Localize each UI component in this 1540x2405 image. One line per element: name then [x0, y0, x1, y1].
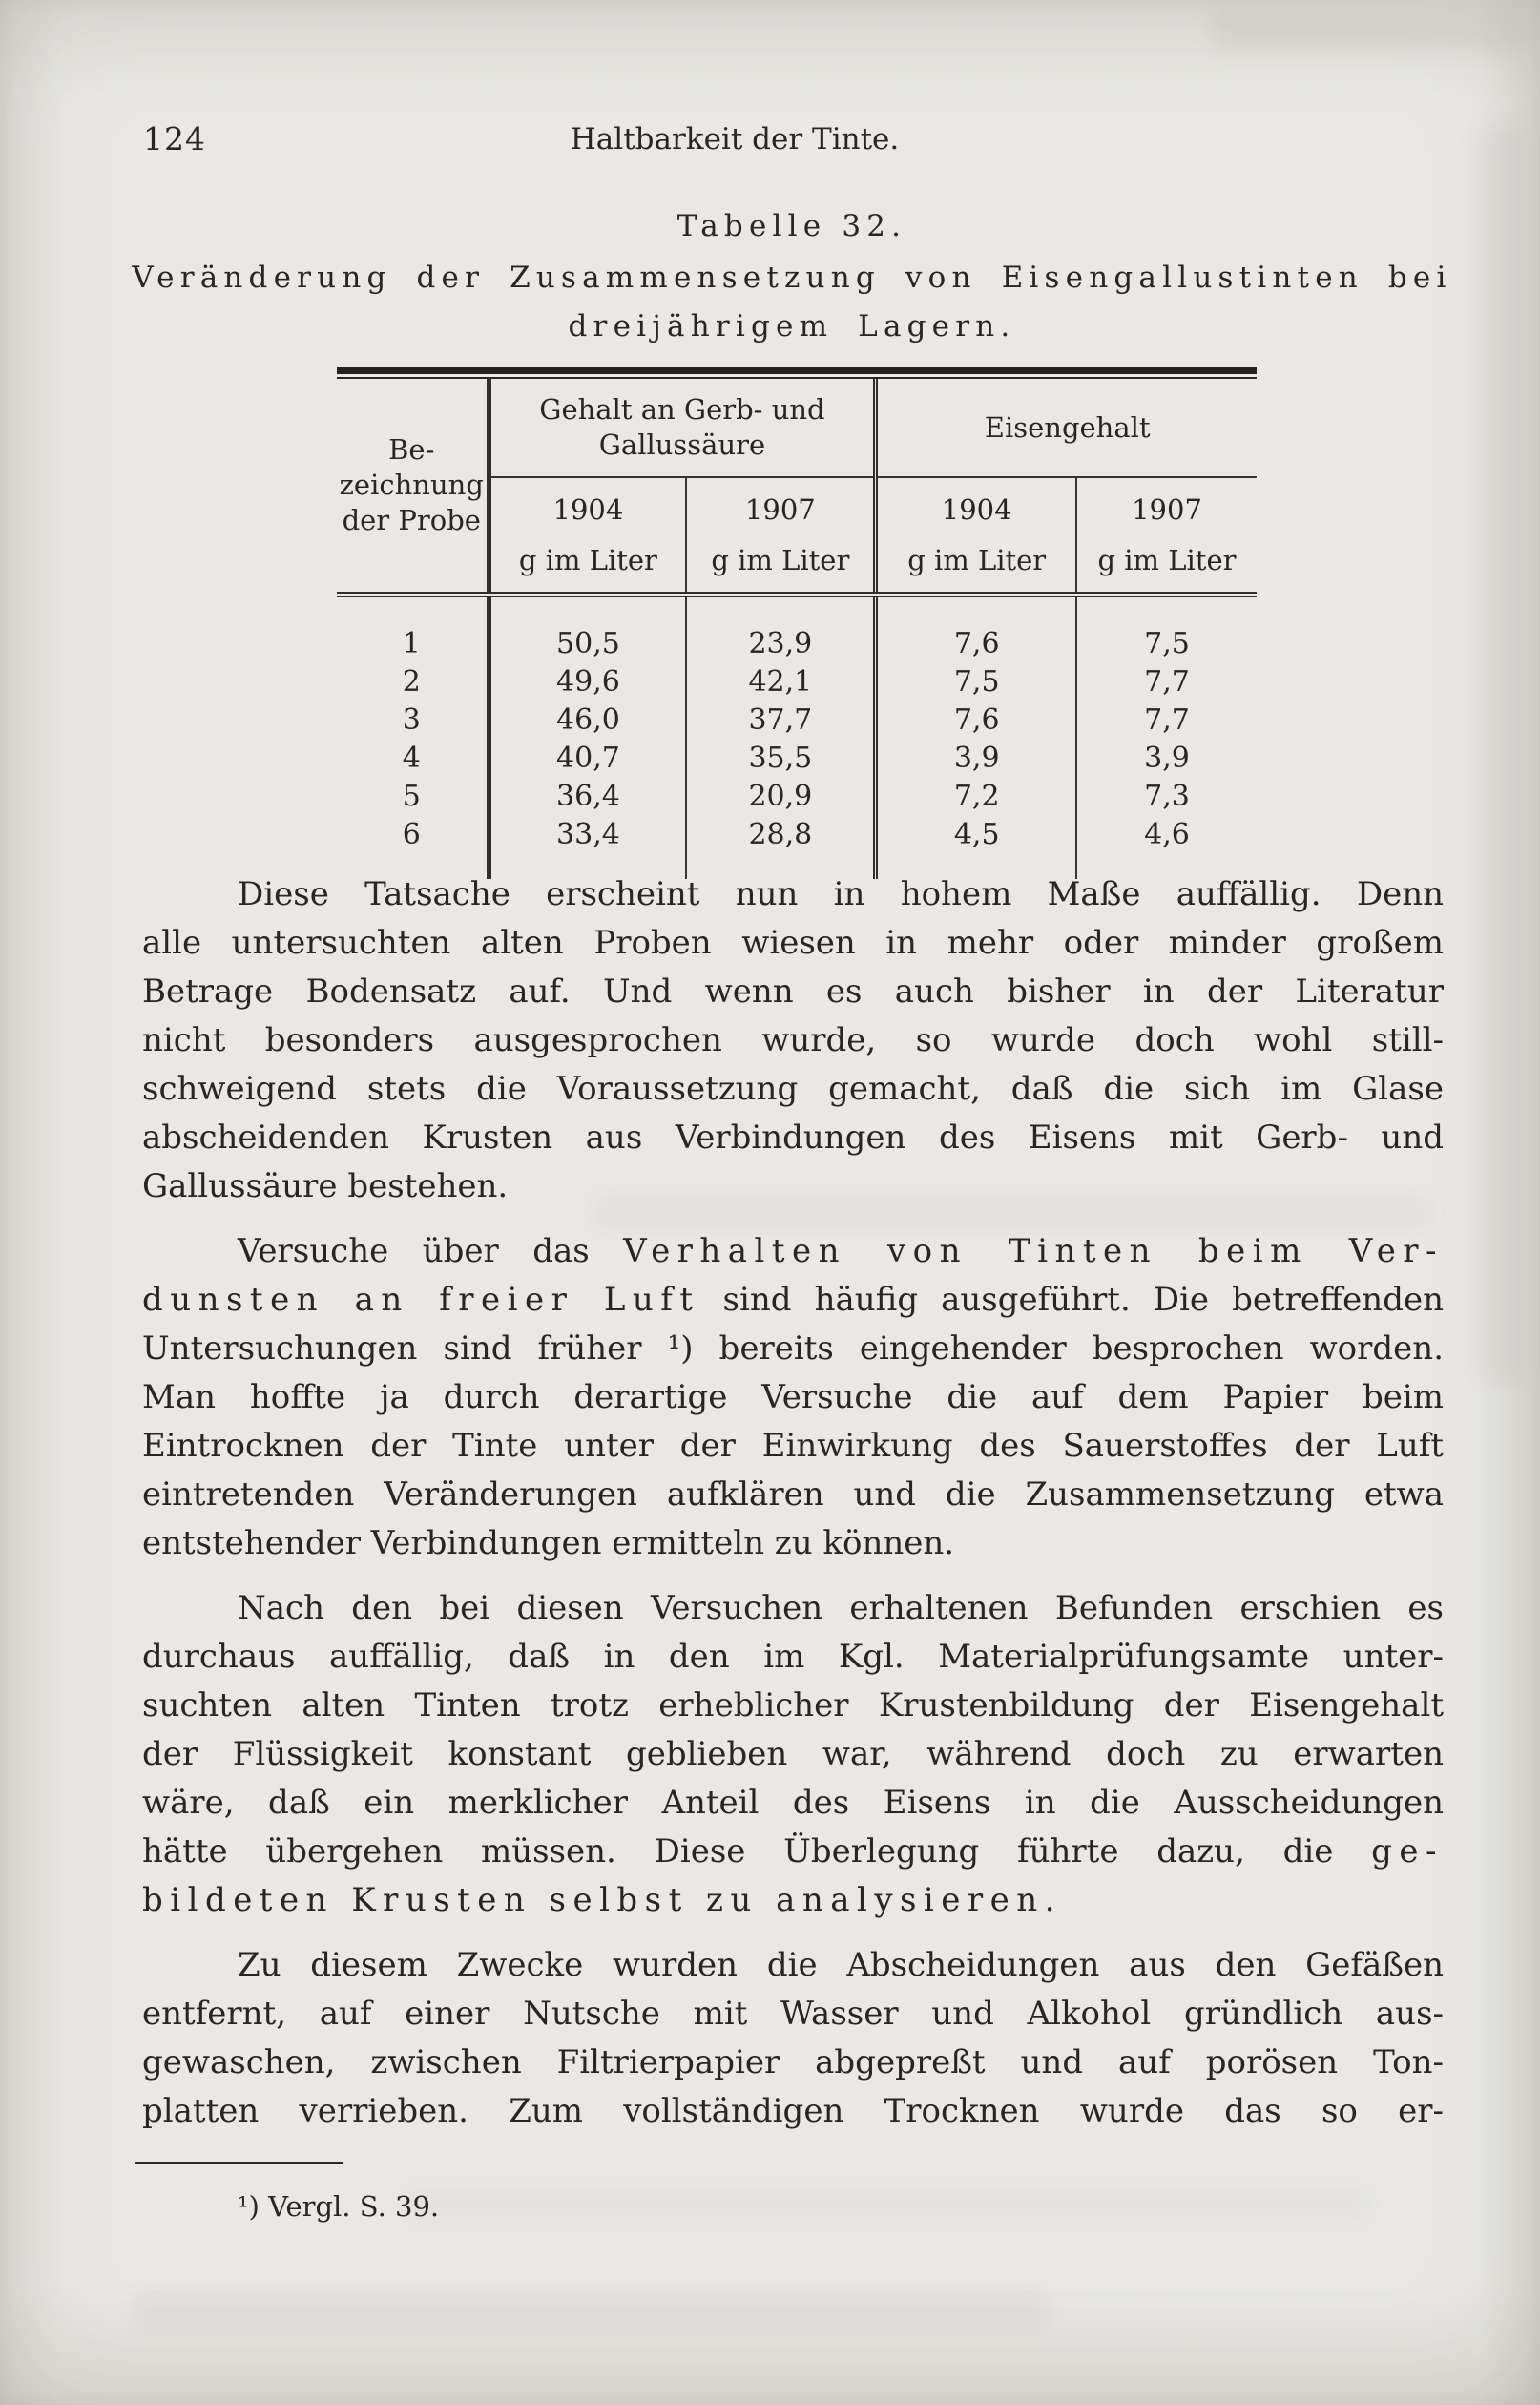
text-segment: schweigend stets die Voraussetzung gemacht, daß die sich im Glase: [142, 1070, 1444, 1108]
text-line: [142, 1227, 1444, 1276]
value-cell: 7,2: [876, 778, 1076, 816]
text-segment: alle untersuchten alten Proben wiesen in mehr oder minder großem: [142, 924, 1444, 962]
text-line: [142, 2039, 1444, 2087]
year-header: 1904: [876, 477, 1076, 535]
text-segment: Nach den bei diesen Versuchen erhaltenen Befunden erschien es: [238, 1589, 1444, 1627]
text-line: [142, 1373, 1444, 1422]
probe-cell: 1: [402, 627, 421, 660]
letterspaced-text: dunsten an freier Luft: [142, 1281, 700, 1319]
probe-cell: 5: [402, 780, 421, 813]
text-segment: Untersuchungen sind früher ¹) bereits eingehender besprochen worden.: [142, 1329, 1444, 1368]
paragraph: [142, 870, 1444, 1211]
text-segment: entfernt, auf einer Nutsche mit Wasser und Alkohol gründlich aus-: [142, 1995, 1444, 2033]
value-cell: 7,7: [1076, 663, 1257, 701]
table-top-rule-thick: [337, 367, 1257, 374]
text-segment: suchten alten Tinten trotz erheblicher Krustenbildung der Eisengehalt: [142, 1686, 1444, 1725]
value-cell: 23,9: [686, 595, 876, 663]
text-line: [142, 870, 1444, 919]
text-line: [142, 1941, 1444, 1990]
col-header-line: zeichnung: [339, 469, 484, 501]
text-segment: Zu diesem Zwecke wurden die Abscheidungen aus den Gefäßen: [238, 1946, 1444, 1984]
text-line: [142, 1422, 1444, 1471]
text-segment: nicht besonders ausgesprochen wurde, so wurde doch wohl still-: [142, 1021, 1444, 1059]
text-line: [142, 1162, 1444, 1211]
table-row: [337, 740, 1257, 778]
col-header-line: Be-: [388, 433, 435, 466]
text-line: [142, 919, 1444, 968]
probe-cell: 6: [402, 818, 421, 851]
text-segment: Eintrocknen der Tinte unter der Einwirkung des Sauerstoffes der Luft: [142, 1427, 1444, 1465]
year-header: 1907: [1076, 477, 1257, 535]
table-subtitle-line-2: dreijährigem Lagern.: [568, 309, 1016, 344]
value-cell: 46,0: [489, 701, 686, 740]
footnote-text: ¹) Vergl. S. 39.: [238, 2190, 440, 2223]
text-segment: hätte übergehen müssen. Diese Überlegung führte dazu, die: [142, 1832, 1372, 1871]
text-segment: der Flüssigkeit konstant geblieben war, während doch zu erwarten: [142, 1735, 1444, 1773]
col-header-bezeichnung: [337, 379, 489, 595]
unit-header: g im Liter: [876, 535, 1076, 595]
text-line: [142, 1779, 1444, 1828]
running-header: Haltbarkeit der Tinte.: [570, 122, 900, 157]
value-cell: 7,7: [1076, 701, 1257, 740]
text-line: [142, 1471, 1444, 1519]
text-line: [142, 2087, 1444, 2136]
text-segment: eintretenden Veränderungen aufklären und die Zusammensetzung etwa: [142, 1475, 1444, 1514]
value-cell: 4,6: [1076, 816, 1257, 854]
probe-cell: 3: [402, 703, 421, 737]
col-header-line: der Probe: [342, 504, 481, 536]
text-segment: gewaschen, zwischen Filtrierpapier abgepreßt und auf porösen Ton-: [142, 2043, 1444, 2081]
paragraph: [142, 1227, 1444, 1568]
value-cell: 37,7: [686, 701, 876, 740]
text-line: [142, 968, 1444, 1016]
unit-header: g im Liter: [1076, 535, 1257, 595]
unit-header: g im Liter: [489, 535, 686, 595]
letterspaced-text: bildeten Krusten selbst zu analysieren.: [142, 1881, 1062, 1919]
text-line: [142, 1990, 1444, 2039]
scan-artifact: [134, 2289, 1050, 2331]
letterspaced-text: ge-: [1371, 1832, 1444, 1871]
value-cell: 3,9: [876, 740, 1076, 778]
scan-artifact: [1212, 6, 1527, 52]
unit-header: g im Liter: [686, 535, 876, 595]
group-header-line: Gallussäure: [598, 429, 766, 461]
text-segment: Gallussäure bestehen.: [142, 1167, 509, 1205]
value-cell: 49,6: [489, 663, 686, 701]
text-segment: durchaus auffällig, daß in den im Kgl. Materialprüfungsamte unter-: [142, 1638, 1444, 1676]
paragraph: [142, 1941, 1444, 2136]
value-cell: 40,7: [489, 740, 686, 778]
table-row: [337, 816, 1257, 854]
year-header: 1907: [686, 477, 876, 535]
text-segment: platten verrieben. Zum vollständigen Trocknen wurde das so er-: [142, 2092, 1444, 2130]
text-line: [142, 1633, 1444, 1682]
text-segment: Diese Tatsache erscheint nun in hohem Maße auffällig. Denn: [238, 875, 1444, 913]
text-line: [142, 1016, 1444, 1065]
text-line: [142, 1876, 1444, 1925]
text-line: [142, 1584, 1444, 1633]
group-header-gerb-gallussaeure: [489, 379, 876, 477]
text-line: [142, 1114, 1444, 1162]
probe-cell: 4: [402, 742, 421, 775]
text-line: [142, 1276, 1444, 1325]
table-row: [337, 701, 1257, 740]
value-cell: 7,6: [876, 701, 1076, 740]
value-cell: 7,3: [1076, 778, 1257, 816]
year-header: 1904: [489, 477, 686, 535]
data-table: [337, 379, 1257, 879]
value-cell: 3,9: [1076, 740, 1257, 778]
text-line: [142, 1682, 1444, 1730]
text-line: [142, 1730, 1444, 1779]
value-cell: 36,4: [489, 778, 686, 816]
table-row: [337, 663, 1257, 701]
footnote-rule: [135, 2162, 343, 2164]
table-subtitle-line-1: Veränderung der Zusammensetzung von Eisengallustinten bei: [132, 261, 1452, 295]
value-cell: 20,9: [686, 778, 876, 816]
paragraph: [142, 1584, 1444, 1925]
value-cell: 7,5: [1076, 595, 1257, 663]
letterspaced-text: Verhalten von Tinten beim Ver-: [623, 1232, 1445, 1270]
value-cell: 7,5: [876, 663, 1076, 701]
text-line: [142, 1519, 1444, 1568]
value-cell: 33,4: [489, 816, 686, 854]
table-title: Tabelle 32.: [676, 209, 907, 243]
value-cell: 35,5: [686, 740, 876, 778]
data-table-wrapper: [337, 367, 1257, 879]
value-cell: 42,1: [686, 663, 876, 701]
text-line: [142, 1828, 1444, 1876]
body-text: [142, 870, 1444, 2152]
probe-cell: 2: [402, 665, 421, 699]
table-body: [337, 595, 1257, 879]
text-segment: entstehender Verbindungen ermitteln zu können.: [142, 1524, 955, 1562]
value-cell: 7,6: [876, 595, 1076, 663]
text-segment: Betrage Bodensatz auf. Und wenn es auch bisher in der Literatur: [142, 972, 1444, 1011]
page-number: 124: [143, 120, 206, 157]
value-cell: 4,5: [876, 816, 1076, 854]
group-header-line: Gehalt an Gerb- und: [539, 393, 825, 426]
value-cell: 50,5: [489, 595, 686, 663]
text-segment: Versuche über das: [238, 1232, 624, 1270]
scan-artifact: [401, 2187, 1374, 2222]
text-segment: sind häufig ausgeführt. Die betreffenden: [699, 1281, 1444, 1319]
text-segment: wäre, daß ein merklicher Anteil des Eisens in die Ausscheidungen: [142, 1784, 1444, 1822]
table-row: [337, 778, 1257, 816]
text-line: [142, 1065, 1444, 1114]
text-segment: Man hoffte ja durch derartige Versuche die auf dem Papier beim: [142, 1378, 1444, 1416]
value-cell: 28,8: [686, 816, 876, 854]
table-row: [337, 595, 1257, 663]
table-header: [337, 379, 1257, 595]
text-segment: abscheidenden Krusten aus Verbindungen des Eisens mit Gerb- und: [142, 1119, 1444, 1157]
text-line: [142, 1325, 1444, 1373]
group-header-eisengehalt: Eisengehalt: [876, 379, 1257, 477]
